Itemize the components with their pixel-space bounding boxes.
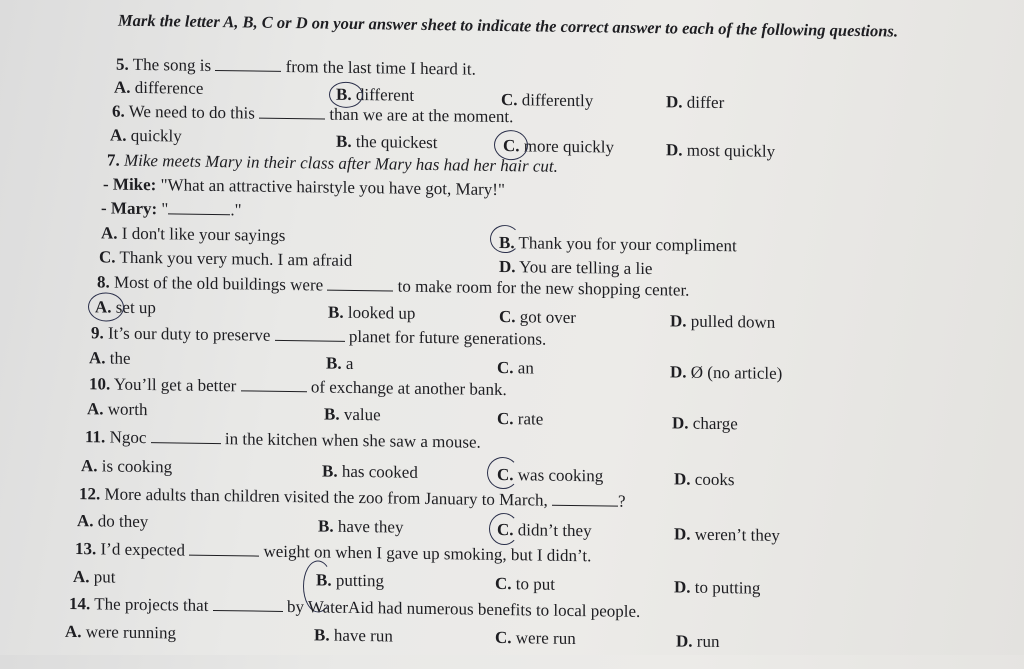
answer-blank (215, 56, 281, 72)
question-number: 6. (112, 101, 125, 121)
question-stem-pre: Most of the old buildings were (114, 272, 324, 295)
q5-option-a[interactable]: A. difference (114, 77, 204, 98)
question-stem-post: from the last time I heard it. (285, 56, 476, 79)
dialog-text: "What an attractive hairstyle you have got, Mary!" (160, 175, 505, 200)
question-13 (75, 539, 591, 566)
q8-option-c[interactable]: C. got over (499, 306, 576, 328)
question-10 (89, 374, 507, 400)
answer-blank (327, 276, 393, 292)
q5-option-b[interactable]: B. different (336, 84, 415, 105)
q14-option-a[interactable]: A. were running (65, 621, 176, 643)
answer-blank (241, 376, 307, 392)
question-stem-pre: You’ll get a better (113, 374, 237, 396)
answer-blank (552, 491, 618, 507)
q11-option-a[interactable]: A. is cooking (81, 456, 173, 477)
question-7 (107, 150, 558, 176)
instructions: Mark the letter A, B, C or D on your answer sheet to indicate the correct answer to each of the following questions. (118, 10, 898, 41)
q6-option-d[interactable]: D. most quickly (666, 140, 776, 161)
q11-option-c[interactable]: C. was cooking (497, 464, 604, 486)
q9-option-a[interactable]: A. the (89, 348, 131, 368)
dialog-line-mary: - Mary: " ." (101, 198, 242, 220)
q13-option-d[interactable]: D. to putting (674, 577, 761, 598)
q5-option-c[interactable]: C. differently (501, 89, 594, 111)
question-stem-post: of exchange at another bank. (310, 377, 507, 400)
q6-option-a[interactable]: A. quickly (110, 125, 182, 146)
question-number: 14. (69, 593, 91, 614)
q13-option-b[interactable]: B. putting (316, 570, 385, 591)
q13-option-c[interactable]: C. to put (495, 573, 555, 594)
question-5 (116, 55, 476, 80)
q7-option-d[interactable]: D. You are telling a lie (499, 256, 653, 279)
question-stem-pre: The song is (132, 54, 212, 75)
q6-option-b[interactable]: B. the quickest (336, 131, 438, 153)
question-12 (79, 484, 626, 512)
answer-blank (189, 541, 259, 557)
q12-option-c[interactable]: C. didn’t they (497, 519, 592, 541)
question-stem-pre: The projects that (94, 594, 209, 615)
question-stem-post: by WaterAid had numerous benefits to local people. (286, 597, 641, 621)
q8-option-a[interactable]: A. set up (95, 297, 156, 318)
q11-option-b[interactable]: B. has cooked (322, 461, 418, 482)
question-6 (112, 102, 513, 128)
answer-blank (151, 428, 221, 444)
q8-option-b[interactable]: B. looked up (328, 302, 416, 323)
q5-option-d[interactable]: D. differ (666, 92, 725, 113)
question-number: 13. (75, 539, 97, 559)
question-11 (85, 427, 481, 453)
q13-option-a[interactable]: A. put (73, 567, 116, 587)
q11-option-d[interactable]: D. cooks (674, 469, 735, 490)
q10-option-a[interactable]: A. worth (87, 399, 148, 420)
answer-blank (168, 199, 230, 215)
q9-option-c[interactable]: C. an (497, 357, 534, 378)
q7-option-c[interactable]: C. Thank you very much. I am afraid (99, 247, 353, 270)
q10-option-b[interactable]: B. value (324, 404, 381, 425)
question-stem-pre: Ngoc (109, 427, 147, 448)
question-stem-pre: More adults than children visited the zoo from January to March, (104, 484, 548, 510)
question-stem-post: in the kitchen when she saw a mouse. (224, 429, 481, 452)
question-number: 7. (107, 150, 120, 170)
q14-option-c[interactable]: C. were run (495, 627, 576, 649)
question-number: 11. (85, 427, 106, 447)
question-9 (91, 323, 546, 349)
q8-option-d[interactable]: D. pulled down (670, 311, 776, 332)
q10-option-c[interactable]: C. rate (497, 408, 544, 429)
question-number: 5. (116, 54, 129, 74)
q14-option-b[interactable]: B. have run (314, 625, 393, 646)
question-stem-pre: I’d expected (100, 539, 185, 560)
question-number: 8. (97, 272, 110, 292)
q10-option-d[interactable]: D. charge (672, 413, 738, 434)
speaker-label: - Mary: (101, 198, 158, 219)
question-stem: Mike meets Mary in their class after Mary has had her hair cut. (124, 150, 558, 176)
question-stem-post: weight on when I gave up smoking, but I didn’t. (263, 541, 592, 566)
dialog-line-mike (103, 174, 505, 200)
answer-blank (259, 104, 325, 120)
q9-option-b[interactable]: B. a (326, 353, 354, 373)
q12-option-a[interactable]: A. do they (77, 511, 149, 532)
answer-blank (213, 596, 283, 612)
q6-option-c[interactable]: C. more quickly (503, 136, 614, 157)
q7-option-b[interactable]: B. Thank you for your compliment (499, 232, 737, 256)
question-14 (69, 594, 640, 622)
q9-option-d[interactable]: D. Ø (no article) (670, 362, 783, 383)
question-number: 9. (91, 323, 104, 343)
question-stem-post: to make room for the new shopping center. (397, 276, 690, 300)
question-stem-post: than we are at the moment. (329, 104, 514, 127)
question-number: 10. (89, 374, 111, 394)
question-stem-post: planet for future generations. (348, 326, 547, 349)
question-stem-pre: We need to do this (128, 101, 255, 123)
q7-option-a[interactable]: A. I don't like your sayings (101, 223, 286, 245)
q12-option-b[interactable]: B. have they (318, 516, 404, 537)
speaker-label: - Mike: (103, 174, 157, 195)
q14-option-d[interactable]: D. run (676, 631, 720, 652)
q12-option-d[interactable]: D. weren’t they (674, 524, 780, 545)
question-number: 12. (79, 484, 101, 504)
question-stem-post: ? (618, 491, 626, 511)
question-stem-pre: It’s our duty to preserve (108, 323, 271, 345)
answer-blank (275, 326, 345, 342)
